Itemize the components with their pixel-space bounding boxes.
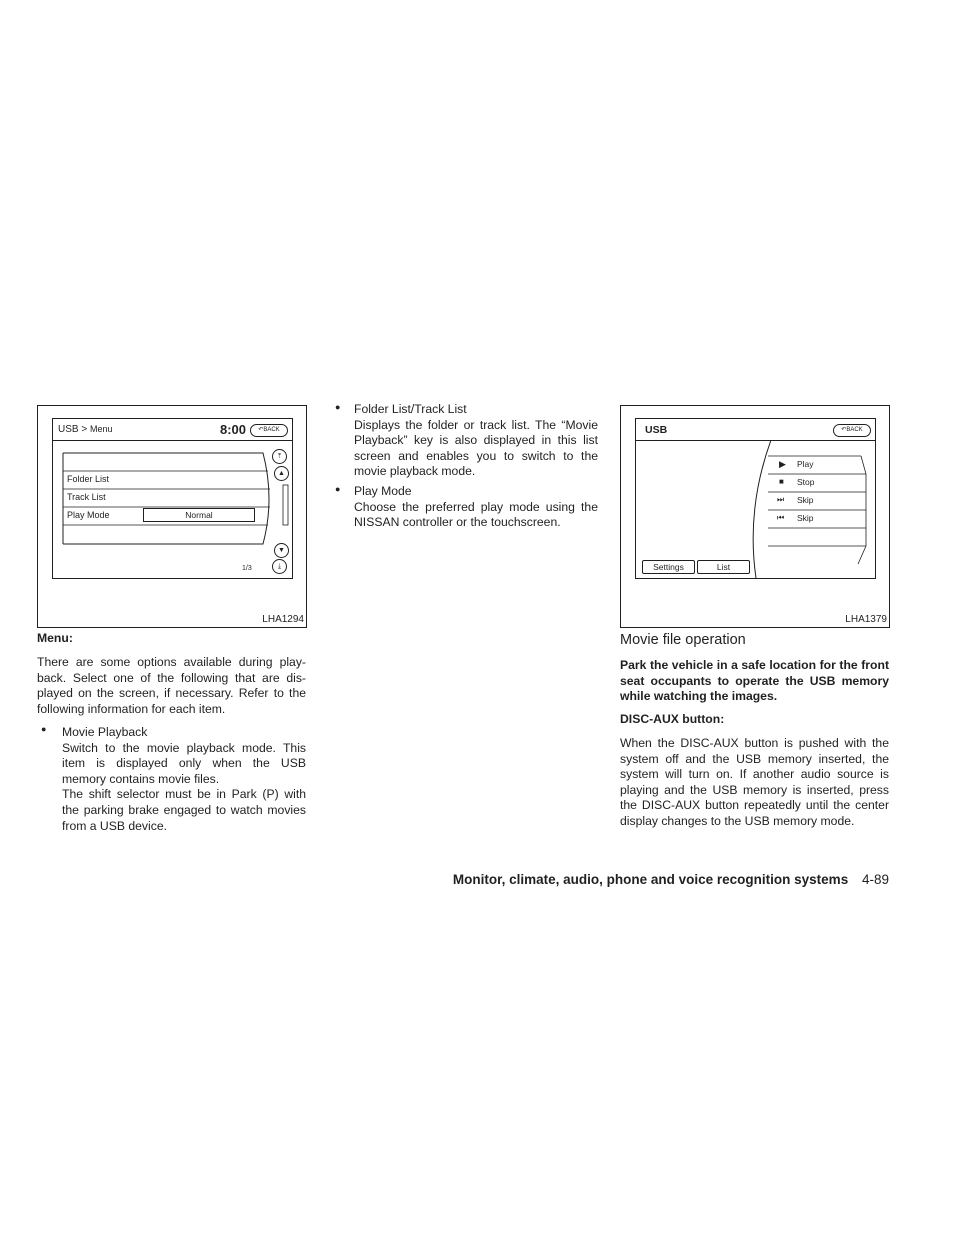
back-arrow-icon: ↶ <box>841 427 847 433</box>
safety-warning: Park the vehicle in a safe location for the front seat occupants to operate the USB memory while watching the images. <box>620 658 889 704</box>
section-title: Movie file operation <box>620 632 746 648</box>
bullet-dot: ● <box>335 402 341 412</box>
bullet-body: Displays the folder or track list. The “Movie Playback” key is also displayed in this list screen and enables you to switch to the movie playback mode. <box>354 417 598 479</box>
usb-menu-screen <box>52 418 293 579</box>
back-button[interactable]: ↶BACK <box>250 424 288 437</box>
menu-item-folder-list[interactable]: Folder List <box>67 474 110 484</box>
figure-label: LHA1294 <box>262 614 304 625</box>
page-indicator: 1/3 <box>242 565 252 572</box>
menu-item-track-list[interactable]: Track List <box>67 492 106 502</box>
figure-usb-menu <box>37 405 307 628</box>
settings-button[interactable]: Settings <box>642 560 695 574</box>
page-footer <box>453 872 889 887</box>
menu-heading: Menu: <box>37 631 73 645</box>
figure-label: LHA1379 <box>845 614 887 625</box>
bullet-folder-track-list <box>354 402 598 480</box>
skip-back-icon: ⏮ <box>777 513 785 522</box>
back-arrow-icon: ↶ <box>258 427 264 433</box>
clock: 8:00 <box>220 422 247 437</box>
play-mode-value-box[interactable] <box>143 508 255 522</box>
screen-title-menu: Menu <box>89 424 113 434</box>
bullet-body: Switch to the movie playback mode. This item is displayed only when the USB memory contains movie files. <box>62 740 306 786</box>
bullet-title: Play Mode <box>354 484 412 498</box>
play-icon: ▶ <box>779 459 786 469</box>
bullet-title: Movie Playback <box>62 725 148 739</box>
bullet-title: Folder List/Track List <box>354 402 467 416</box>
arrow-top-icon: ⤒ <box>277 453 282 460</box>
play-button[interactable]: Play <box>797 459 814 469</box>
bullet-dot: ● <box>335 484 341 494</box>
list-button[interactable]: List <box>697 560 750 574</box>
bullet-play-mode <box>354 484 598 531</box>
arrow-down-icon: ▼ <box>278 547 285 554</box>
control-panel-frame <box>636 419 875 578</box>
usb-movie-screen <box>635 418 876 579</box>
scroll-bottom-button[interactable] <box>272 559 287 574</box>
play-mode-value: Normal <box>185 510 213 520</box>
scroll-up-button[interactable] <box>274 466 289 481</box>
menu-item-play-mode[interactable]: Play Mode <box>67 510 110 520</box>
stop-icon: ■ <box>779 477 784 486</box>
arrow-up-icon: ▲ <box>278 470 285 477</box>
scroll-down-button[interactable] <box>274 543 289 558</box>
screen-title-usb: USB <box>58 424 79 435</box>
disc-aux-heading: DISC-AUX button: <box>620 712 725 726</box>
stop-button[interactable]: Stop <box>797 477 815 487</box>
skip-forward-button[interactable]: Skip <box>797 495 814 505</box>
bullet-body-note: The shift selector must be in Park (P) with the parking brake engaged to watch movies from a USB device. <box>62 787 306 833</box>
skip-forward-icon: ⏭ <box>777 495 785 504</box>
screen-title-separator: > <box>81 424 88 435</box>
bullet-movie-playback <box>62 725 306 834</box>
bullet-dot: ● <box>41 724 47 734</box>
disc-aux-body: When the DISC-AUX button is pushed with the system off and the USB memory inserted, the system will turn on. If another audio source is playing and the USB memory is inserted, press the DISC-AUX button repeatedly until the center display changes to the USB memory mode. <box>620 736 889 828</box>
menu-intro: There are some options available during play-back. Select one of the following that are dis-played on the screen, if necessary. Refer to the following information for each item. <box>37 655 306 716</box>
back-button[interactable]: ↶BACK <box>833 424 871 437</box>
skip-back-button[interactable]: Skip <box>797 513 814 523</box>
arrow-bottom-icon: ⤓ <box>277 563 282 570</box>
bullet-body: Choose the preferred play mode using the NISSAN controller or the touchscreen. <box>354 499 598 530</box>
figure-usb-movie <box>620 405 890 628</box>
footer-page-number: 4-89 <box>861 872 889 887</box>
scroll-top-button[interactable] <box>272 449 287 464</box>
footer-section: Monitor, climate, audio, phone and voice recognition systems <box>452 872 849 887</box>
screen-title: USB <box>645 424 668 436</box>
